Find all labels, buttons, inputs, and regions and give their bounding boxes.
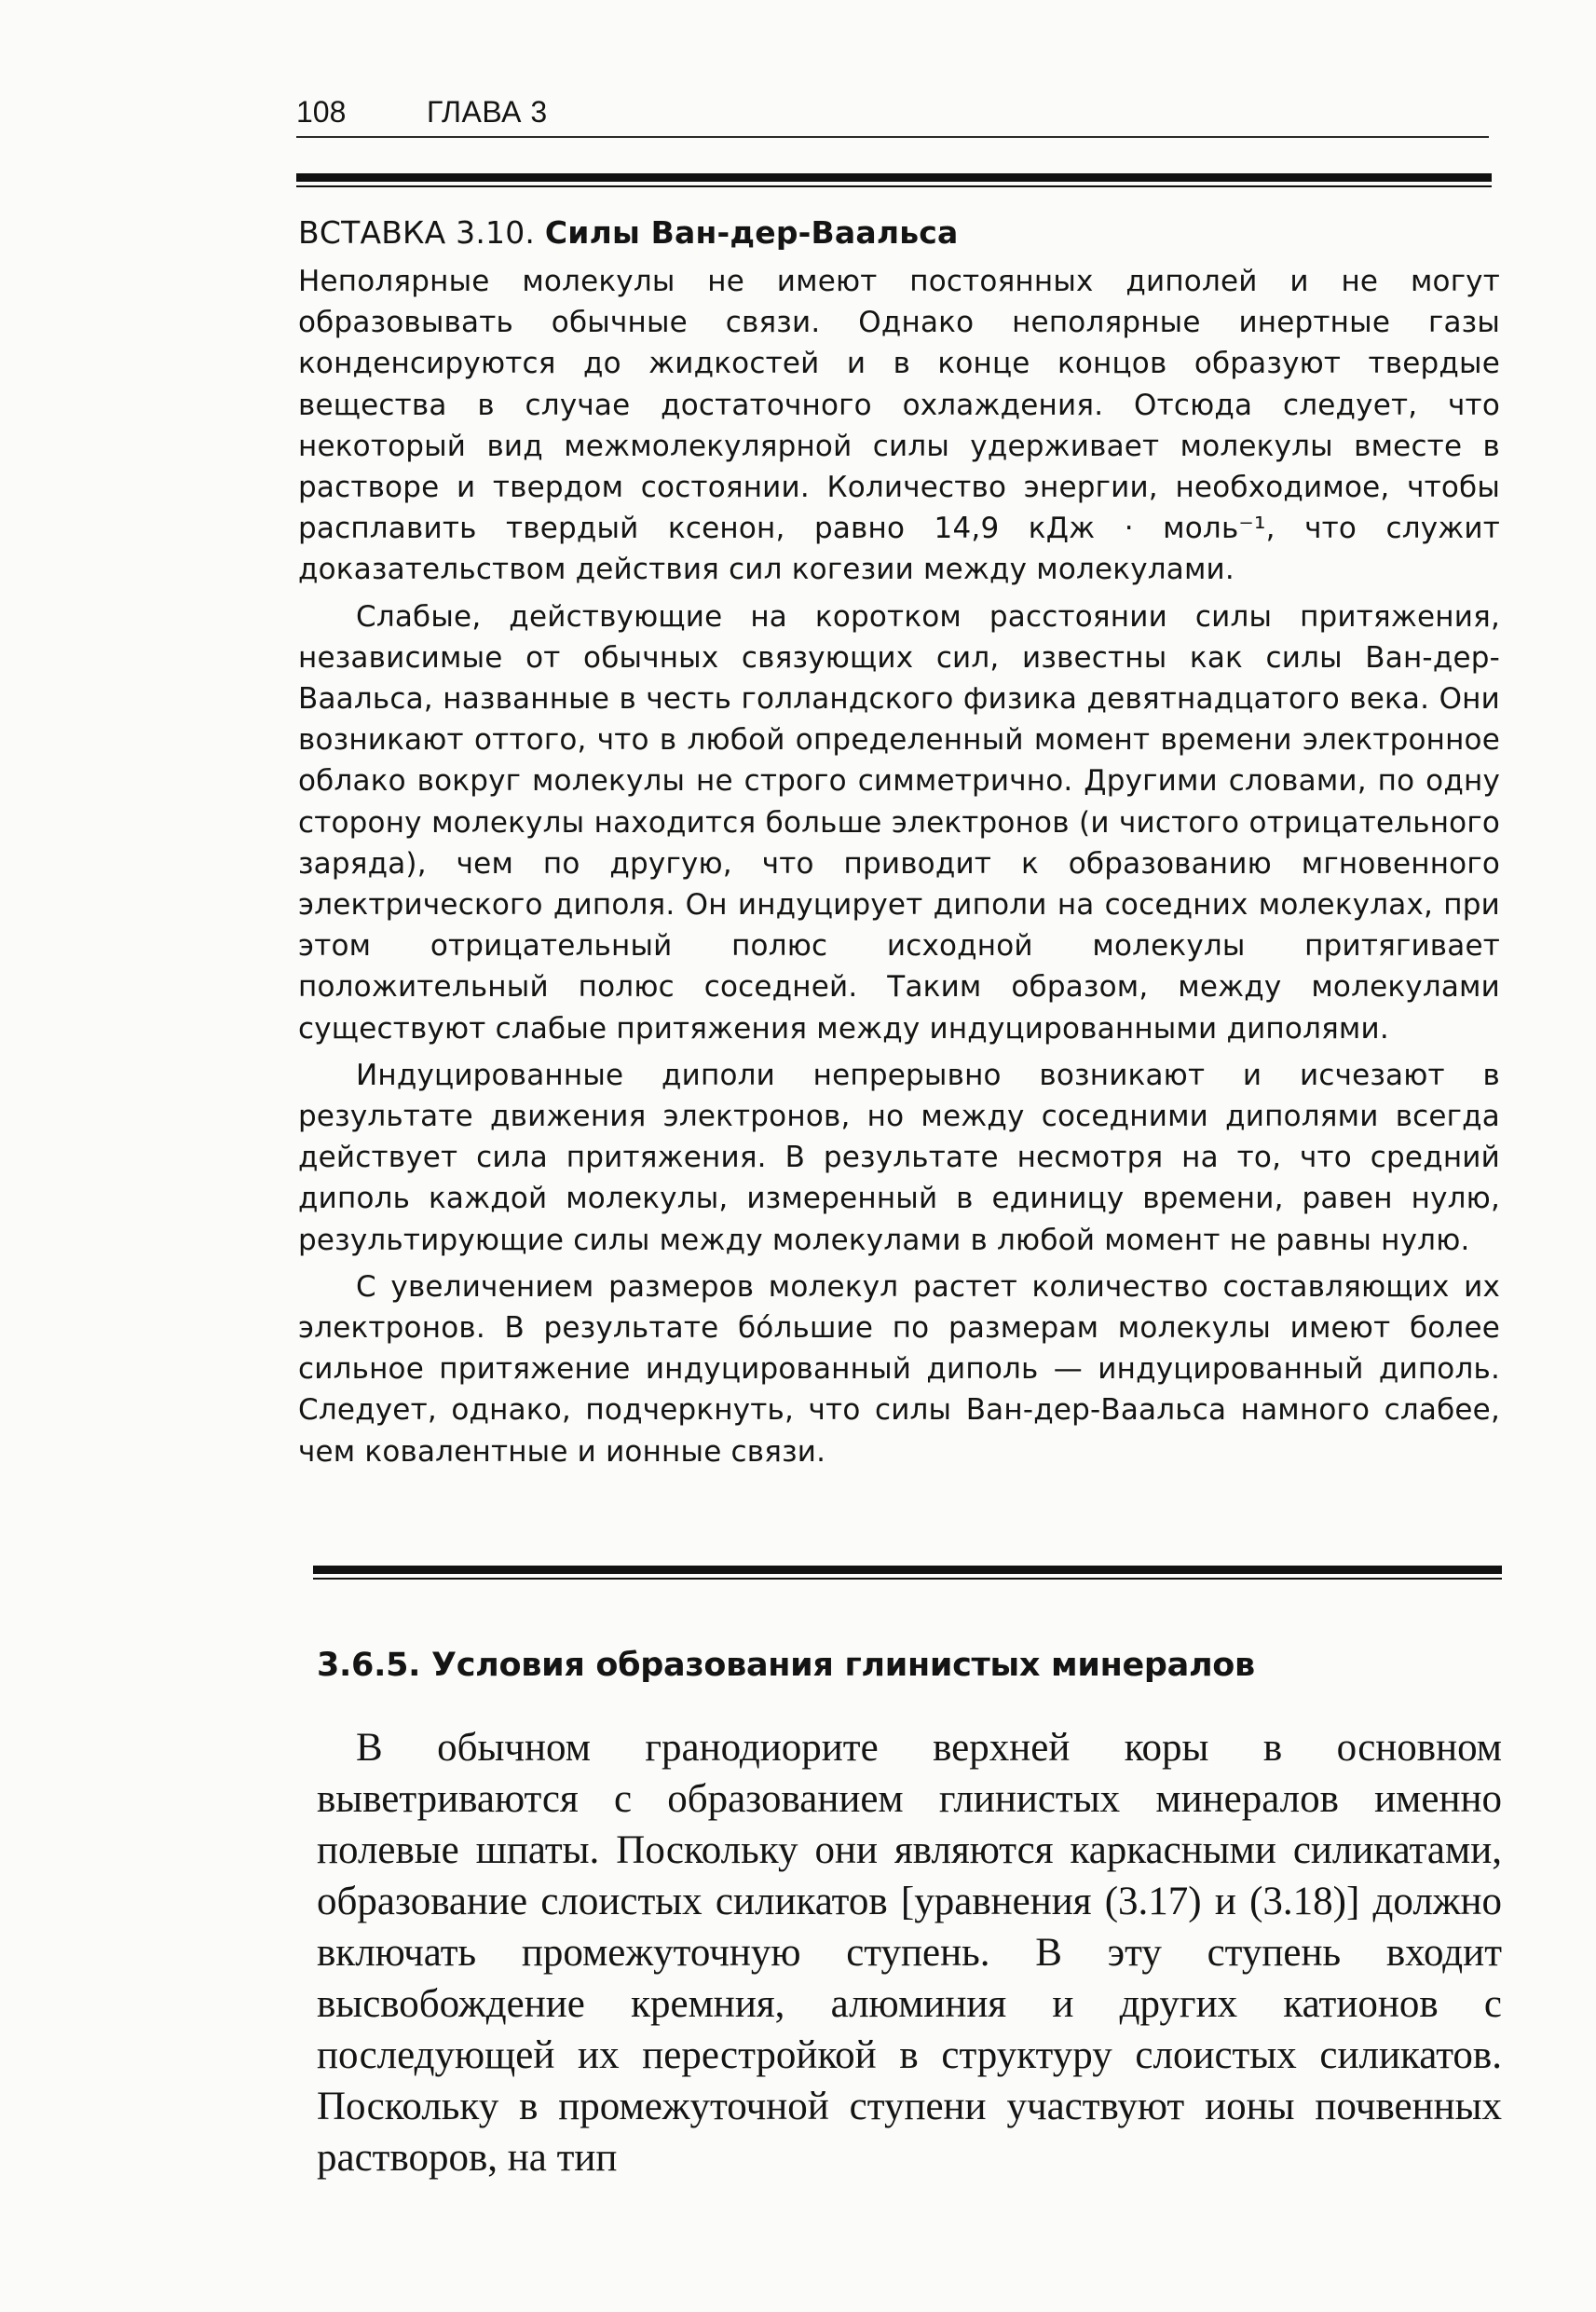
header-rule — [296, 136, 1489, 138]
box-name: Силы Ван-дер-Ваальса — [544, 214, 959, 251]
chapter-label: ГЛАВА 3 — [427, 95, 548, 129]
box-title — [298, 212, 1500, 253]
box-paragraph: Неполярные молекулы не имеют постоянных диполей и не могут образовывать обычные связи. Однако неполярные инертные газы конденсируются до жидкостей и в конце концов образуют твердые вещества в случае достаточного охлаждения. Отсюда следует, что некоторый вид межмолекулярной силы удерживает молекулы вместе в растворе и твердом состоянии. Количество энергии, необходимое, чтобы расплавить твердый ксенон, равно 14,9 кДж · моль⁻¹, что служит доказательством действия сил когезии между молекулами. — [298, 265, 1500, 587]
box-paragraph: С увеличением размеров молекул растет количество составляющих их электронов. В результате бóльшие по размерам молекулы имеют более сильное притяжение индуцированный диполь — индуцированный диполь. Следует, однако, подчеркнуть, что силы Ван-дер-Ваальса намного слабее, чем ковалентные и ионные связи. — [298, 1269, 1500, 1469]
page-number: 108 — [296, 95, 347, 129]
running-header — [296, 93, 1489, 140]
box-top-rule — [296, 173, 1492, 182]
box-label: ВСТАВКА 3.10. — [298, 214, 536, 251]
box-paragraph: Индуцированные диполи непрерывно возникают и исчезают в результате движения электронов, но между соседними диполями всегда действует сила притяжения. В результате несмотря на то, что средний диполь каждой молекулы, измеренный в единицу времени, равен нулю, результирующие силы между молекулами в любой момент не равны нулю. — [298, 1058, 1500, 1257]
section-heading: 3.6.5. Условия образования глинистых минералов — [317, 1647, 1255, 1684]
body-paragraph: В обычном гранодиорите верхней коры в основном выветриваются с образованием глинистых минералов именно полевые шпаты. Поскольку они являются каркасными силикатами, образование слоистых силикатов [уравнения (3.17) и (3.18)] должно включать промежуточную ступень. В эту ступень входит высвобождение кремния, алюминия и других катионов с последующей их перестройкой в структуру слоистых силикатов. Поскольку в промежуточной ступени участвуют ионы почвенных растворов, на тип — [317, 1726, 1502, 2180]
box-bottom-rule — [313, 1566, 1502, 1574]
box-paragraph: Слабые, действующие на коротком расстоянии силы притяжения, независимые от обычных связующих сил, известны как силы Ван-дер-Ваальса, названные в честь голландского физика девятнадцатого века. Они возникают оттого, что в любой определенный момент времени электронное облако вокруг молекулы не строго симметрично. Другими словами, по одну сторону молекулы находится больше электронов (и чистого отрицательного заряда), чем по другую, что приводит к образованию мгновенного электрического диполя. Он индуцирует диполи на соседних молекулах, при этом отрицательный полюс исходной молекулы притягивает положительный полюс соседней. Таким образом, между молекулами существуют слабые притяжения между индуцированными диполями. — [298, 599, 1500, 1046]
inset-box — [298, 212, 1500, 1478]
